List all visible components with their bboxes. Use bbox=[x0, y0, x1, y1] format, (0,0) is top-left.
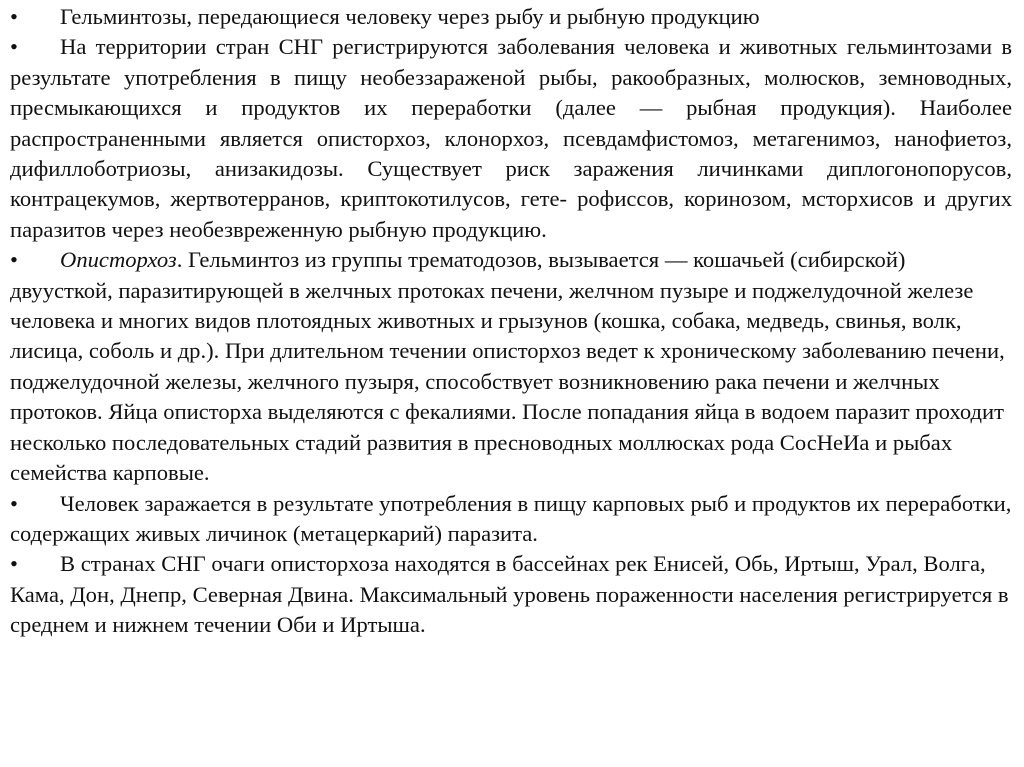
bullet-marker: • bbox=[10, 34, 18, 60]
paragraph-title bbox=[10, 2, 1012, 32]
paragraph-text: . Гельминтоз из группы трематодозов, вызывается — кошачьей (сибирской) двуусткой, паразитирующей в желчных протоках печени, желчном пузыре и поджелудочной железе человека и многих видов плотоядных животных и грызунов (кошка, собака, медведь, свинья, волк, лисица, соболь и др.). При длительном течении описторхоз ведет к хроническому заболеванию печени, поджелудочной железы, желчного пузыря, способствует возникновению рака печени и желчных протоков. Яйца описторха выделяются с фекалиями. После попадания яйца в водоем паразит проходит несколько последовательных стадий развития в пресноводных моллюсках рода СосНеИа и рыбах семейства карповые. bbox=[10, 247, 1005, 486]
slide-body bbox=[10, 2, 1012, 641]
bullet-marker: • bbox=[10, 551, 18, 577]
paragraph-geography bbox=[10, 549, 1012, 640]
paragraph-text: В странах СНГ очаги описторхоза находятся в бассейнах рек Енисей, Обь, Иртыш, Урал, Волга, Кама, Дон, Днепр, Северная Двина. Максимальный уровень пораженности населения регистрируется в среднем и нижнем течении Оби и Иртыша. bbox=[10, 551, 1009, 638]
paragraph-text: На территории стран СНГ регистрируются заболевания человека и животных гельминтозами в результате употребления в пищу необеззараженой рыбы, ракообразных, молюсков, земноводных, пресмыкающихся и продуктов их переработки (далее — рыбная продукция). Наиболее распространенными является описторхоз, клонорхоз, псевдамфистомоз, метагенимоз, нанофиетоз, дифиллоботриозы, анизакидозы. Существует риск заражения личинками диплогонопорусов, контрацекумов, жертвотерранов, криптокотилусов, гете- рофиссов, коринозом, мсторхисов и других паразитов через необезвреженную рыбную продукцию. bbox=[10, 34, 1012, 242]
paragraph-text: Гельминтозы, передающиеся человеку через рыбу и рыбную продукцию bbox=[60, 4, 760, 29]
bullet-marker: • bbox=[10, 490, 18, 516]
paragraph-infection bbox=[10, 489, 1012, 550]
paragraph-text: Человек заражается в результате употребления в пищу карповых рыб и продуктов их переработки, содержащих живых личинок (метацеркарий) паразита. bbox=[10, 490, 1012, 546]
paragraph-intro bbox=[10, 32, 1012, 245]
paragraph-opisthorchiasis bbox=[10, 245, 1012, 488]
bullet-marker: • bbox=[10, 4, 18, 29]
term-opisthorchiasis: Описторхоз bbox=[60, 247, 177, 273]
bullet-marker: • bbox=[10, 247, 18, 273]
